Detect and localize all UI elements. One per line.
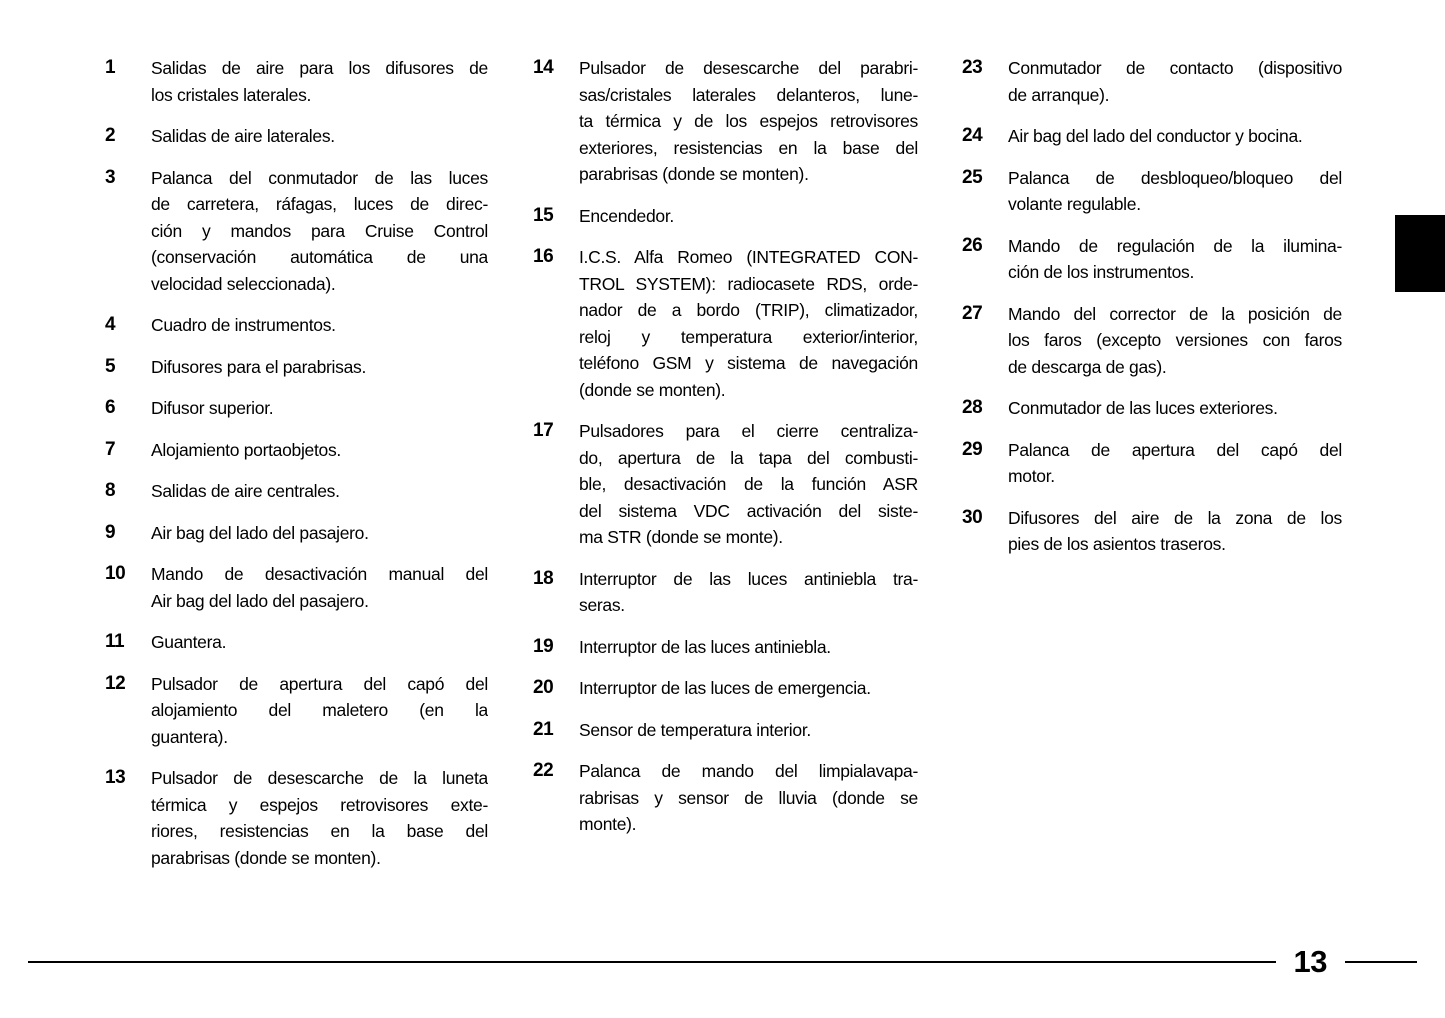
item-number: 15 bbox=[533, 204, 554, 226]
item-text-line: los cristales laterales. bbox=[151, 84, 312, 105]
page-footer bbox=[28, 946, 1417, 977]
item-text-line: guantera). bbox=[151, 726, 228, 747]
list-item bbox=[533, 717, 918, 744]
item-text-line: Pulsadores para el cierre centraliza- bbox=[579, 421, 918, 441]
item-text-line: rabrisas y sensor de lluvia (donde se bbox=[579, 787, 918, 808]
item-text-line: sas/cristales laterales delanteros, lune- bbox=[579, 84, 918, 105]
item-text-line: pies de los asientos traseros. bbox=[1008, 534, 1226, 554]
item-number: 14 bbox=[533, 57, 554, 78]
item-text bbox=[579, 566, 918, 619]
list-item bbox=[105, 165, 488, 298]
item-text bbox=[1008, 55, 1342, 108]
item-text bbox=[151, 478, 488, 505]
item-number: 26 bbox=[962, 234, 983, 256]
item-text-line: Air bag del lado del pasajero. bbox=[151, 522, 369, 543]
item-text-line: reloj y temperatura exterior/interior, bbox=[579, 326, 918, 347]
list-item bbox=[105, 561, 488, 614]
item-text-line: nador de a bordo (TRIP), climatizador, bbox=[579, 300, 918, 320]
item-text-line: seras. bbox=[579, 595, 625, 615]
section-tab-marker bbox=[1395, 215, 1445, 292]
list-item bbox=[962, 165, 1342, 218]
item-text-line: Salidas de aire centrales. bbox=[151, 481, 340, 501]
item-number: 12 bbox=[105, 672, 126, 694]
list-item bbox=[105, 354, 488, 381]
list-item bbox=[962, 437, 1342, 490]
item-text bbox=[151, 561, 488, 614]
item-text-line: Difusor superior. bbox=[151, 398, 274, 418]
item-text-line: Palanca del conmutador de las luces bbox=[151, 167, 488, 188]
item-text bbox=[1008, 395, 1342, 422]
item-text-line: Mando de desactivación manual del bbox=[151, 564, 488, 584]
item-text-line: parabrisas (donde se monten). bbox=[151, 847, 381, 868]
list-column bbox=[105, 55, 488, 886]
item-text-line: Alojamiento portaobjetos. bbox=[151, 439, 341, 460]
item-number: 21 bbox=[533, 718, 554, 740]
list-item bbox=[533, 758, 918, 838]
item-text bbox=[579, 675, 918, 702]
item-text-line: Pulsador de apertura del capó del bbox=[151, 673, 488, 694]
list-column bbox=[962, 55, 1342, 573]
list-item bbox=[105, 478, 488, 505]
item-text-line: do, apertura de la tapa del combusti- bbox=[579, 447, 918, 468]
item-text bbox=[579, 717, 918, 744]
list-item bbox=[105, 520, 488, 547]
item-number: 6 bbox=[105, 397, 116, 418]
item-text bbox=[151, 165, 488, 298]
item-text-line: Interruptor de las luces antiniebla tra- bbox=[579, 568, 918, 589]
item-number: 11 bbox=[105, 631, 125, 652]
item-text-line: Interruptor de las luces antiniebla. bbox=[579, 636, 831, 657]
item-text-line: Palanca de desbloqueo/bloqueo del bbox=[1008, 167, 1342, 188]
item-text bbox=[579, 418, 918, 551]
item-text bbox=[579, 55, 918, 188]
item-text bbox=[1008, 233, 1342, 286]
item-text-line: Palanca de apertura del capó del bbox=[1008, 439, 1342, 460]
item-text bbox=[151, 312, 488, 339]
item-text-line: teléfono GSM y sistema de navegación bbox=[579, 353, 918, 373]
item-text bbox=[151, 629, 488, 656]
item-text-line: ma STR (donde se monte). bbox=[579, 527, 783, 547]
item-text-line: Mando del corrector de la posición de bbox=[1008, 303, 1342, 324]
item-text-line: Conmutador de contacto (dispositivo bbox=[1008, 58, 1342, 78]
list-item bbox=[533, 634, 918, 661]
item-text bbox=[1008, 437, 1342, 490]
item-text-line: ble, desactivación de la función ASR bbox=[579, 474, 918, 494]
item-text-line: Salidas de aire laterales. bbox=[151, 126, 335, 146]
item-text-line: Sensor de temperatura interior. bbox=[579, 719, 811, 740]
item-number: 25 bbox=[962, 166, 983, 188]
item-text-line: Air bag del lado del pasajero. bbox=[151, 590, 369, 611]
item-text-line: ta térmica y de los espejos retrovisores bbox=[579, 111, 918, 131]
item-number: 10 bbox=[105, 563, 126, 584]
item-number: 28 bbox=[962, 397, 983, 418]
list-column bbox=[533, 55, 918, 853]
item-number: 3 bbox=[105, 166, 116, 188]
item-number: 30 bbox=[962, 506, 983, 528]
item-text bbox=[1008, 505, 1342, 558]
list-item bbox=[105, 123, 488, 150]
item-text-line: del sistema VDC activación del siste- bbox=[579, 500, 918, 521]
list-item bbox=[962, 395, 1342, 422]
item-text-line: ción y mandos para Cruise Control bbox=[151, 220, 488, 241]
item-text-line: exteriores, resistencias en la base del bbox=[579, 137, 918, 158]
footer-rule-right bbox=[1345, 961, 1417, 963]
item-text bbox=[1008, 301, 1342, 381]
item-number: 7 bbox=[105, 438, 116, 460]
item-text-line: Pulsador de desescarche de la luneta bbox=[151, 768, 488, 788]
item-text-line: Encendedor. bbox=[579, 205, 674, 226]
list-item bbox=[105, 395, 488, 422]
list-item bbox=[962, 233, 1342, 286]
item-text-line: velocidad seleccionada). bbox=[151, 273, 336, 294]
item-text-line: Interruptor de las luces de emergencia. bbox=[579, 678, 871, 698]
item-text bbox=[151, 765, 488, 871]
item-text-line: Difusores para el parabrisas. bbox=[151, 356, 367, 377]
page-number: 13 bbox=[1293, 944, 1327, 979]
item-number: 16 bbox=[533, 246, 554, 267]
list-item bbox=[105, 437, 488, 464]
item-text-line: los faros (excepto versiones con faros bbox=[1008, 330, 1342, 350]
item-text-line: Cuadro de instrumentos. bbox=[151, 315, 336, 335]
item-number: 22 bbox=[533, 760, 554, 781]
item-text-line: de arranque). bbox=[1008, 84, 1110, 105]
item-text bbox=[579, 634, 918, 661]
item-text-line: riores, resistencias en la base del bbox=[151, 821, 488, 841]
item-text-line: térmica y espejos retrovisores exte- bbox=[151, 794, 488, 815]
item-text-line: motor. bbox=[1008, 466, 1055, 486]
item-number: 8 bbox=[105, 480, 116, 501]
item-text bbox=[151, 395, 488, 422]
item-text-line: de carretera, ráfagas, luces de direc- bbox=[151, 194, 488, 214]
footer-rule-left bbox=[28, 961, 1276, 963]
list-item bbox=[962, 301, 1342, 381]
list-item bbox=[533, 418, 918, 551]
item-text-line: Air bag del lado del conductor y bocina. bbox=[1008, 126, 1303, 146]
item-text bbox=[579, 203, 918, 230]
item-number: 20 bbox=[533, 677, 554, 698]
item-number: 5 bbox=[105, 355, 116, 377]
item-number: 2 bbox=[105, 125, 116, 146]
item-text-line: alojamiento del maletero (en la bbox=[151, 700, 488, 720]
list-item bbox=[105, 312, 488, 339]
item-text-line: Pulsador de desescarche del parabri- bbox=[579, 58, 918, 78]
item-number: 29 bbox=[962, 438, 983, 460]
item-text bbox=[151, 671, 488, 751]
item-text bbox=[151, 123, 488, 150]
item-number: 18 bbox=[533, 567, 554, 589]
item-text bbox=[579, 758, 918, 838]
item-number: 13 bbox=[105, 767, 126, 788]
item-text-line: de descarga de gas). bbox=[1008, 356, 1167, 377]
item-text bbox=[1008, 165, 1342, 218]
list-item bbox=[962, 505, 1342, 558]
item-text-line: Salidas de aire para los difusores de bbox=[151, 58, 488, 78]
item-text-line: parabrisas (donde se monten). bbox=[579, 164, 809, 184]
list-item bbox=[962, 55, 1342, 108]
item-text bbox=[151, 354, 488, 381]
item-text bbox=[151, 520, 488, 547]
item-text bbox=[579, 244, 918, 403]
item-text-line: volante regulable. bbox=[1008, 194, 1141, 214]
list-item bbox=[105, 629, 488, 656]
list-item bbox=[105, 55, 488, 108]
list-item bbox=[962, 123, 1342, 150]
item-text bbox=[151, 55, 488, 108]
item-number: 17 bbox=[533, 420, 554, 441]
item-text-line: ción de los instrumentos. bbox=[1008, 262, 1195, 282]
list-item bbox=[533, 244, 918, 403]
list-item bbox=[533, 203, 918, 230]
item-text-line: Palanca de mando del limpialavapa- bbox=[579, 761, 918, 781]
item-number: 19 bbox=[533, 635, 554, 657]
item-text-line: Conmutador de las luces exteriores. bbox=[1008, 398, 1278, 418]
item-text-line: I.C.S. Alfa Romeo (INTEGRATED CON- bbox=[579, 247, 918, 267]
list-item bbox=[533, 675, 918, 702]
item-text-line: (conservación automática de una bbox=[151, 247, 488, 267]
list-item bbox=[533, 566, 918, 619]
item-number: 23 bbox=[962, 57, 983, 78]
item-number: 1 bbox=[105, 57, 116, 78]
item-text-line: Guantera. bbox=[151, 632, 227, 652]
list-item bbox=[533, 55, 918, 188]
item-number: 4 bbox=[105, 314, 116, 335]
list-item bbox=[105, 671, 488, 751]
item-text bbox=[1008, 123, 1342, 150]
item-number: 24 bbox=[962, 125, 983, 146]
item-text-line: monte). bbox=[579, 814, 637, 834]
item-number: 9 bbox=[105, 521, 116, 543]
item-text-line: (donde se monten). bbox=[579, 379, 726, 400]
item-text bbox=[151, 437, 488, 464]
item-number: 27 bbox=[962, 302, 983, 324]
item-text-line: TROL SYSTEM): radiocasete RDS, orde- bbox=[579, 273, 918, 294]
item-text-line: Difusores del aire de la zona de los bbox=[1008, 507, 1342, 528]
item-text-line: Mando de regulación de la ilumina- bbox=[1008, 235, 1342, 256]
list-item bbox=[105, 765, 488, 871]
